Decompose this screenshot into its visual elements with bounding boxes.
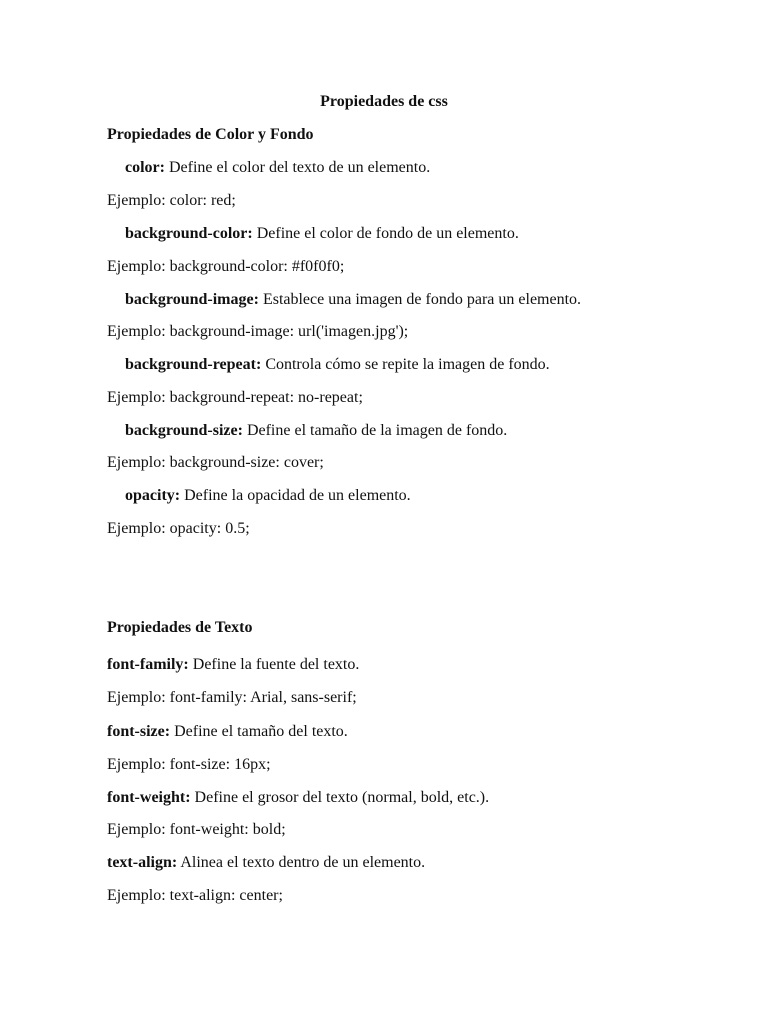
property-background-color [125, 224, 519, 244]
property-description: Define el tamaño de la imagen de fondo. [242, 422, 508, 439]
example-background-repeat: Ejemplo: background-repeat: no-repeat; [107, 389, 363, 406]
property-description: Define el color del texto de un elemento. [164, 159, 431, 176]
example-opacity: Ejemplo: opacity: 0.5; [107, 520, 250, 537]
property-description: Controla cómo se repite la imagen de fondo. [261, 356, 550, 373]
property-text-align [107, 853, 425, 873]
property-description: Define el tamaño del texto. [170, 723, 348, 740]
property-font-family [107, 655, 359, 675]
page-title: Propiedades de css [320, 93, 448, 110]
example-background-color: Ejemplo: background-color: #f0f0f0; [107, 258, 345, 275]
property-background-size [125, 421, 507, 441]
example-text-align: Ejemplo: text-align: center; [107, 887, 283, 904]
property-description: Define el grosor del texto (normal, bold, etc.). [190, 789, 490, 806]
property-font-size [107, 722, 348, 742]
property-background-repeat [125, 355, 550, 375]
property-term: font-size: [107, 723, 171, 740]
property-description: Define la opacidad de un elemento. [180, 487, 411, 504]
property-term: font-weight: [107, 789, 191, 806]
property-term: font-family: [107, 656, 189, 673]
example-font-size: Ejemplo: font-size: 16px; [107, 756, 271, 773]
example-color: Ejemplo: color: red; [107, 192, 236, 209]
property-description: Establece una imagen de fondo para un elemento. [258, 291, 582, 308]
example-background-image: Ejemplo: background-image: url('imagen.jpg'); [107, 323, 409, 340]
property-term: background-repeat: [125, 356, 262, 373]
section-heading-texto: Propiedades de Texto [107, 619, 253, 636]
property-term: opacity: [125, 487, 181, 504]
property-background-image [125, 290, 581, 310]
example-background-size: Ejemplo: background-size: cover; [107, 454, 324, 471]
property-term: color: [125, 159, 165, 176]
property-opacity [125, 486, 411, 506]
property-color [125, 158, 430, 178]
property-term: background-color: [125, 225, 253, 242]
example-font-family: Ejemplo: font-family: Arial, sans-serif; [107, 689, 357, 706]
property-font-weight [107, 788, 489, 808]
property-term: text-align: [107, 854, 178, 871]
property-term: background-size: [125, 422, 243, 439]
section-heading-color-fondo: Propiedades de Color y Fondo [107, 126, 314, 143]
property-description: Alinea el texto dentro de un elemento. [177, 854, 426, 871]
property-term: background-image: [125, 291, 259, 308]
property-description: Define la fuente del texto. [188, 656, 360, 673]
property-description: Define el color de fondo de un elemento. [252, 225, 519, 242]
example-font-weight: Ejemplo: font-weight: bold; [107, 821, 286, 838]
